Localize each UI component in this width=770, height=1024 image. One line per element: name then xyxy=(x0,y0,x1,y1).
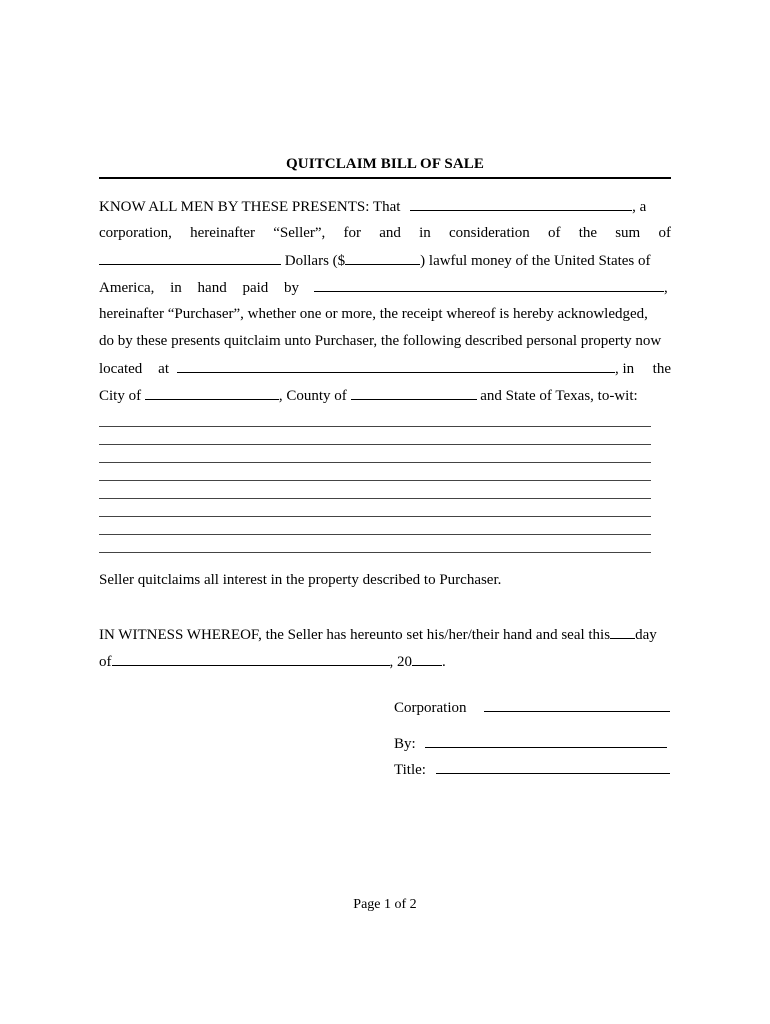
america-line-word-0: America, xyxy=(99,280,155,296)
located-at-words xyxy=(99,359,169,379)
of-text: of xyxy=(99,654,112,670)
corporation-line-word-6: consideration xyxy=(448,225,530,241)
line-know-all-men xyxy=(99,196,671,216)
year-prefix-text: , 20 xyxy=(389,654,412,670)
america-line-word-1: in xyxy=(170,280,182,296)
day-blank[interactable] xyxy=(610,624,635,639)
line-city-county xyxy=(99,385,671,405)
amount-words-blank[interactable] xyxy=(99,250,281,265)
in-the-words xyxy=(615,359,671,379)
corporation-line-word-10: of xyxy=(658,225,671,241)
property-line-1[interactable] xyxy=(99,426,651,427)
property-line-6[interactable] xyxy=(99,516,651,517)
line-of-date xyxy=(99,651,671,671)
in-witness-text: IN WITNESS WHEREOF, the Seller has hereunto set his/her/their hand and seal this xyxy=(99,627,611,643)
america-line-word-2: hand xyxy=(197,280,227,296)
in-the-word-0: , in xyxy=(615,361,635,377)
property-line-3[interactable] xyxy=(99,462,651,463)
city-of-text: City of xyxy=(99,388,142,404)
county-of-text: , County of xyxy=(278,388,347,404)
corporation-line-word-8: the xyxy=(578,225,598,241)
title-signature-row xyxy=(394,759,670,779)
line-dollars xyxy=(99,250,671,270)
corporation-line-word-4: and xyxy=(379,225,401,241)
line1-end-text: , a xyxy=(632,199,647,215)
located-line-word-1: at xyxy=(158,361,169,377)
seller-quitclaims-text: Seller quitclaims all interest in the property described to Purchaser. xyxy=(99,572,502,588)
document-title: QUITCLAIM BILL OF SALE xyxy=(286,156,484,172)
corporation-line-word-0: corporation, xyxy=(99,225,172,241)
by-label: By: xyxy=(394,736,416,752)
dollars-text: Dollars ($ xyxy=(284,253,346,269)
corporation-blank[interactable] xyxy=(484,697,670,712)
corporation-signature-row xyxy=(394,697,670,717)
day-text: day xyxy=(635,627,657,643)
america-words xyxy=(99,278,299,298)
property-line-5[interactable] xyxy=(99,498,651,499)
by-signature-row xyxy=(394,733,667,753)
title-rule xyxy=(99,177,671,179)
line-america xyxy=(99,277,671,297)
property-line-8[interactable] xyxy=(99,552,651,553)
lawful-money-text: ) lawful money of the United States of xyxy=(420,253,651,269)
property-line-2[interactable] xyxy=(99,444,651,445)
title-label: Title: xyxy=(394,762,426,778)
by-blank[interactable] xyxy=(425,733,667,748)
title-blank[interactable] xyxy=(436,759,670,774)
property-line-4[interactable] xyxy=(99,480,651,481)
year-blank[interactable] xyxy=(412,651,442,666)
line-located-at xyxy=(99,358,671,378)
month-blank[interactable] xyxy=(112,651,390,666)
corporation-line-word-9: sum xyxy=(615,225,641,241)
purchaser-name-blank[interactable] xyxy=(314,277,664,292)
line4-end-text: , xyxy=(664,280,668,296)
corporation-line-word-3: for xyxy=(343,225,362,241)
city-blank[interactable] xyxy=(145,385,279,400)
line-quitclaim-unto: do by these presents quitclaim unto Purchaser, the following described personal property now xyxy=(99,333,662,349)
location-blank[interactable] xyxy=(177,358,615,373)
line-hereinafter-purchaser: hereinafter “Purchaser”, whether one or more, the receipt whereof is hereby acknowledged, xyxy=(99,306,648,322)
property-line-7[interactable] xyxy=(99,534,651,535)
america-line-word-4: by xyxy=(284,280,299,296)
page-footer: Page 1 of 2 xyxy=(353,897,417,912)
corporation-line-word-2: “Seller”, xyxy=(273,225,326,241)
line-in-witness xyxy=(99,624,671,644)
year-suffix-text: . xyxy=(442,654,446,670)
in-the-word-1: the xyxy=(652,361,671,377)
located-line-word-0: located xyxy=(99,361,143,377)
corporation-line-word-1: hereinafter xyxy=(190,225,256,241)
state-of-texas-text: and State of Texas, to-wit: xyxy=(480,388,638,404)
line-corporation xyxy=(99,223,671,243)
amount-number-blank[interactable] xyxy=(345,250,420,265)
america-line-word-3: paid xyxy=(242,280,269,296)
know-all-men-text: KNOW ALL MEN BY THESE PRESENTS: That xyxy=(99,199,401,215)
corporation-line-word-7: of xyxy=(547,225,561,241)
corporation-line-word-5: in xyxy=(419,225,431,241)
corporation-label: Corporation xyxy=(394,700,467,716)
seller-name-blank[interactable] xyxy=(410,196,632,211)
county-blank[interactable] xyxy=(351,385,477,400)
